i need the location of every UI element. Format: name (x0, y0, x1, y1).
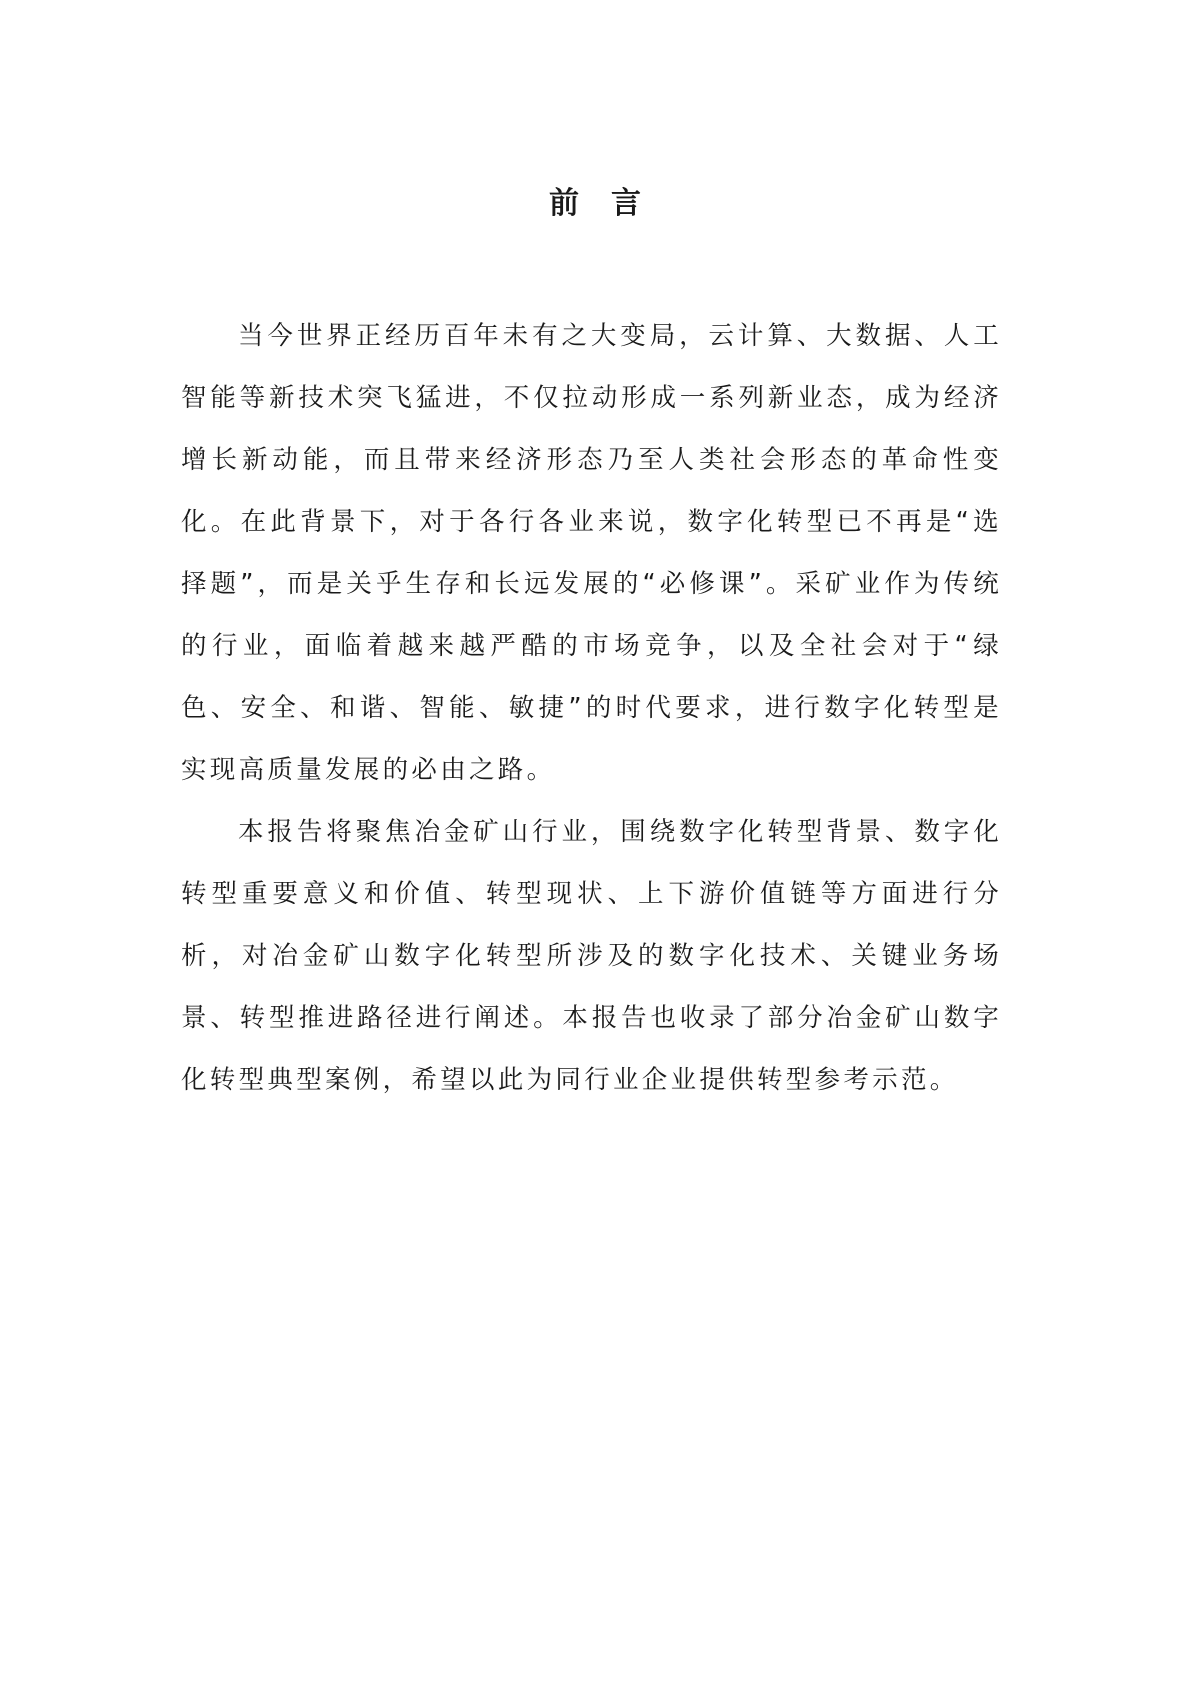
document-body (181, 305, 1002, 1111)
paragraph: 当今世界正经历百年未有之大变局，云计算、大数据、人工智能等新技术突飞猛进，不仅拉动形成一系列新业态，成为经济增长新动能，而且带来经济形态乃至人类社会形态的革命性变化。在此背景下，对于各行各业来说，数字化转型已不再是“选择题”，而是关乎生存和长远发展的“必修课”。采矿业作为传统的行业，面临着越来越严酷的市场竞争，以及全社会对于“绿色、安全、和谐、智能、敏捷”的时代要求，进行数字化转型是实现高质量发展的必由之路。 (181, 321, 1002, 785)
paragraph: 本报告将聚焦冶金矿山行业，围绕数字化转型背景、数字化转型重要意义和价值、转型现状、上下游价值链等方面进行分析，对冶金矿山数字化转型所涉及的数字化技术、关键业务场景、转型推进路径进行阐述。本报告也收录了部分冶金矿山数字化转型典型案例，希望以此为同行业企业提供转型参考示范。 (181, 817, 1002, 1095)
page-title: 前言 (549, 186, 673, 221)
